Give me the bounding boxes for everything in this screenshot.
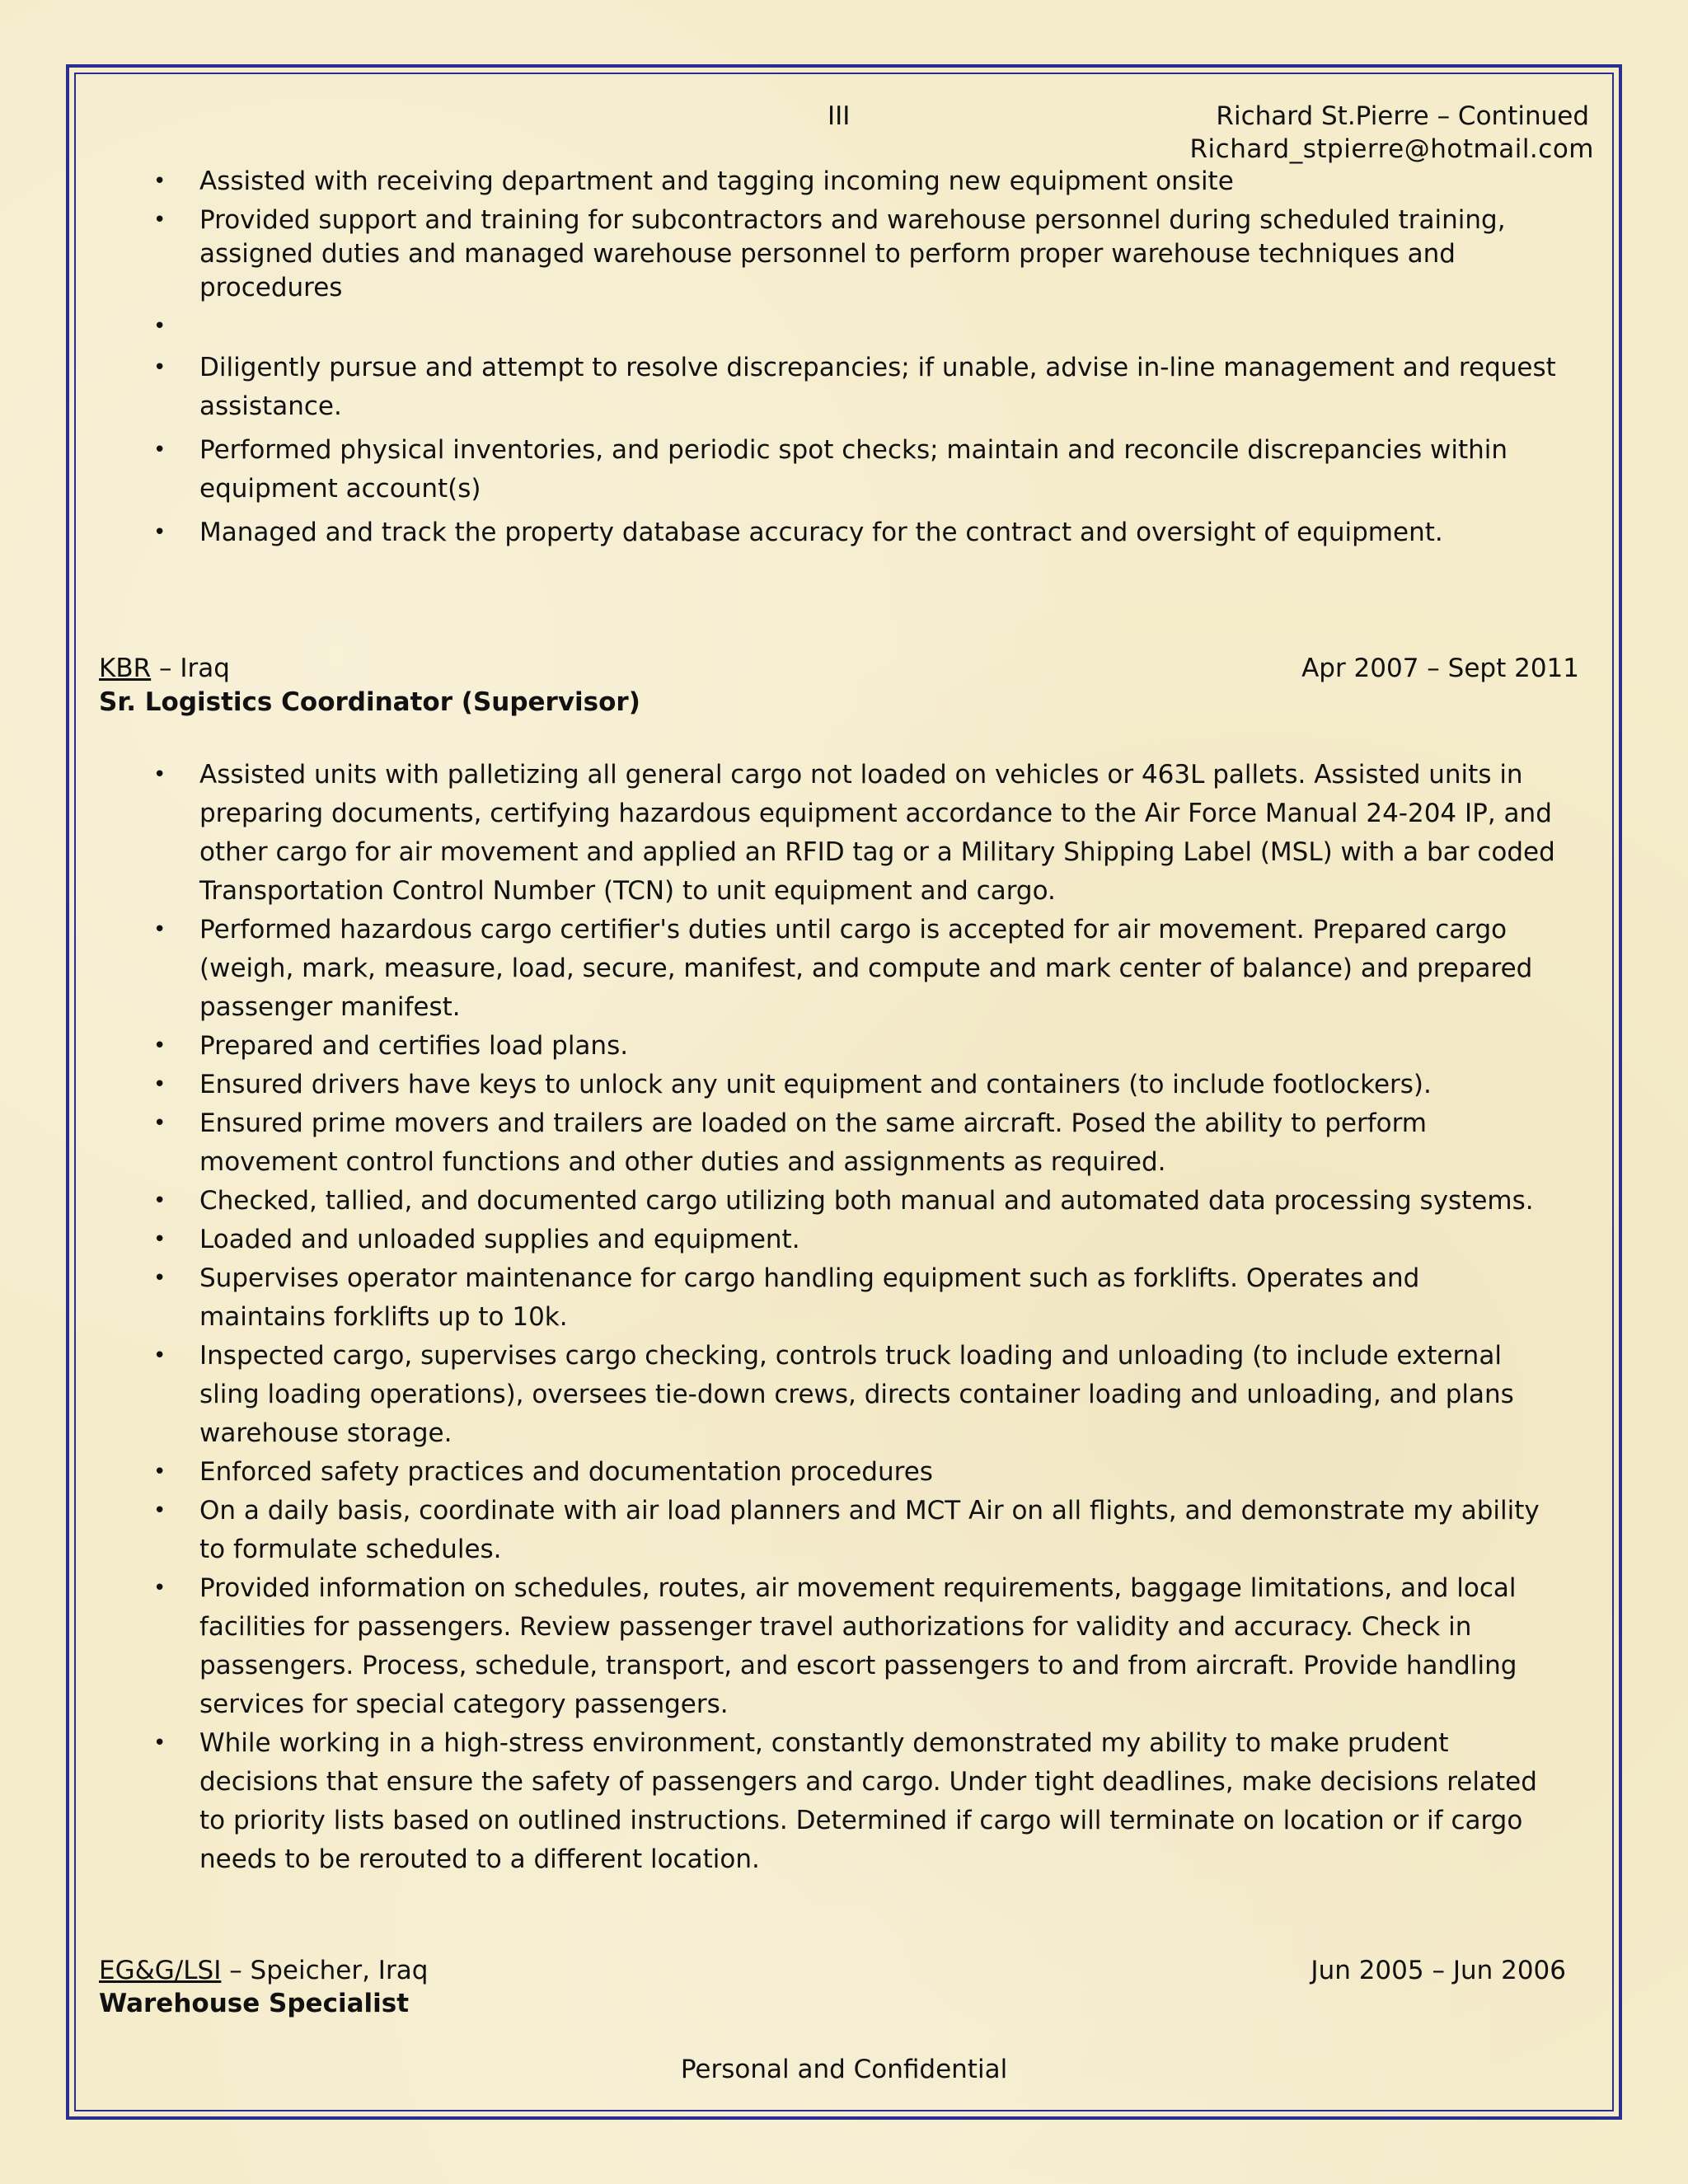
bullet-icon: • [153,355,166,380]
bullet-text: Enforced safety practices and documentation procedures [199,1457,933,1487]
bullet-text: Ensured prime movers and trailers are loaded on the same aircraft. Posed the ability to perform movement control functions and other duties and assignments as required. [199,1108,1427,1177]
list-item [0,1492,1568,1569]
bullet-icon: • [153,1033,166,1058]
bullet-icon: • [153,1072,166,1097]
bullet-icon: • [153,438,166,462]
list-item [0,349,1568,426]
bullet-icon: • [153,208,166,232]
job-location: – Iraq [151,654,230,683]
list-item [0,1569,1568,1724]
bullet-icon: • [153,1343,166,1368]
list-item [0,1182,1535,1221]
list-item [0,1221,1559,1259]
list-item [0,1066,1584,1104]
list-item [0,513,1584,552]
bullet-text: Provided information on schedules, routes, air movement requirements, baggage limitations, and local facilities for passengers. Review passenger travel authorizations for validity and accuracy. Check in passengers. Process, schedule, transport, and escort passengers to and from aircraft. Provide handling services for special category passengers. [199,1573,1517,1719]
company-name: KBR [99,654,152,683]
bullet-icon: • [153,314,166,339]
list-item [0,431,1568,509]
bullet-icon: • [153,917,166,942]
bullet-text: Supervises operator maintenance for cargo handling equipment such as forklifts. Operates and maintains forklifts up to 10k. [199,1263,1420,1332]
bullet-text: Prepared and certifies load plans. [199,1031,629,1061]
list-item [0,310,1559,344]
bullet-icon: • [153,1227,166,1252]
list-item [0,1724,1568,1879]
header-name: Richard St.Pierre – Continued [1216,101,1589,131]
job-header-kbr [99,649,1579,688]
job-location: – Speicher, Iraq [221,1956,429,1985]
list-item [0,204,1510,305]
list-item [0,1104,1559,1182]
bullet-icon: • [153,1111,166,1136]
bullet-icon: • [153,1266,166,1291]
bullet-text: Loaded and unloaded supplies and equipment. [199,1225,800,1254]
bullet-text: Inspected cargo, supervises cargo checking, controls truck loading and unloading (to include external sling loading operations), oversees tie-down crews, directs container loading and unloading, and plans warehouse storage. [199,1341,1514,1448]
bullet-text: Managed and track the property database accuracy for the contract and oversight of equipment. [199,518,1443,547]
job-title: Warehouse Specialist [99,1989,410,2018]
bullet-icon: • [153,1731,166,1755]
list-item [0,165,1551,199]
bullet-text: Ensured drivers have keys to unlock any unit equipment and containers (to include footlockers). [199,1070,1432,1099]
bullet-text: On a daily basis, coordinate with air load planners and MCT Air on all flights, and demonstrate my ability to formulate schedules. [199,1496,1540,1564]
bullet-text: Checked, tallied, and documented cargo utilizing both manual and automated data processing systems. [199,1186,1534,1216]
footer-text: Personal and Confidential [680,2055,1008,2084]
bullet-icon: • [153,169,166,194]
list-item [0,1453,1559,1492]
bullet-text: Diligently pursue and attempt to resolve discrepancies; if unable, advise in-line management and request assistance. [199,353,1556,421]
list-item [0,756,1568,911]
bullet-icon: • [153,1460,166,1484]
bullet-icon: • [153,520,166,545]
bullet-text: While working in a high-stress environment, constantly demonstrated my ability to make prudent decisions that ensure the safety of passengers and cargo. Under tight deadlines, make decisions related to priority lists based on outlined instructions. Determined if cargo will terminate on location or if cargo needs to be rerouted to a different location. [199,1728,1537,1874]
bullet-icon: • [153,1188,166,1213]
header-email: Richard_stpierre@hotmail.com [1189,134,1594,164]
kbr-bullet-list [0,756,1584,1879]
page-number: III [828,101,851,131]
job-title: Sr. Logistics Coordinator (Supervisor) [99,687,640,717]
bullet-text: Performed hazardous cargo certifier's duties until cargo is accepted for air movement. Prepared cargo (weigh, mark, measure, load, secure, manifest, and compute and mark center of balance) and prepared passenger manifest. [199,915,1533,1022]
previous-job-bullet-list [0,165,1584,557]
bullet-icon: • [153,1498,166,1523]
bullet-text: Assisted with receiving department and tagging incoming new equipment onsite [199,166,1234,196]
bullet-text: Assisted units with palletizing all general cargo not loaded on vehicles or 463L pallets. Assisted units in preparing documents, certifying hazardous equipment accordance to the Air Force Manual 24-204 IP, and other cargo for air movement and applied an RFID tag or a Military Shipping Label (MSL) with a bar coded Transportation Control Number (TCN) to unit equipment and cargo. [199,760,1555,906]
bullet-icon: • [153,1576,166,1601]
bullet-text: Provided support and training for subcontractors and warehouse personnel during scheduled training, assigned duties and managed warehouse personnel to perform proper warehouse techniques and procedures [199,205,1506,302]
list-item [0,1337,1518,1453]
bullet-icon: • [153,762,166,787]
job-dates: Jun 2005 – Jun 2006 [1311,1956,1566,1985]
company-name: EG&G/LSI [99,1956,222,1985]
list-item [0,1027,1559,1066]
job-dates: Apr 2007 – Sept 2011 [1301,654,1579,683]
bullet-text: Performed physical inventories, and periodic spot checks; maintain and reconcile discrepancies within equipment account(s) [199,435,1508,504]
list-item [0,1259,1551,1337]
list-item [0,911,1551,1027]
